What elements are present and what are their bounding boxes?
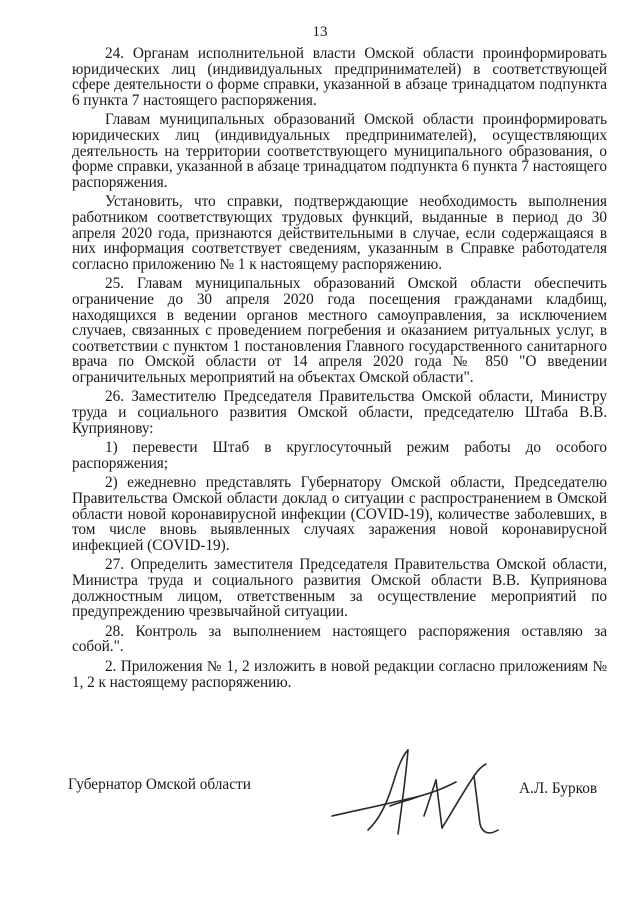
paragraph-24-certificates: Установить, что справки, подтверждающие необходимость выполнения работником соответствующих трудовых функций, выданные в период до 30 апреля 2020 года, признаются действительными в случае, если содержащаяся в них информация соответствует сведениям, указанным в Справке работодателя согласно приложению № 1 к настоящему распоряжению. xyxy=(72,193,607,273)
handwritten-signature xyxy=(328,746,508,846)
paragraph-26-item-2: 2) ежедневно представлять Губернатору Омской области, Председателю Правительства Омской области доклад о ситуации с распространением в Омской области новой коронавирусной инфекции (COVID-19), количестве заболевших, в том числе вновь выявленных случаях заражения новой коронавирусной инфекцией (COVID-19). xyxy=(72,474,607,554)
paragraph-28: 28. Контроль за выполнением настоящего распоряжения оставляю за собой.". xyxy=(72,622,607,656)
signatory-title: Губернатор Омской области xyxy=(68,776,251,793)
paragraph-27: 27. Определить заместителя Председателя Правительства Омской области, Министра труда и социального развития Омской области В.В. Куприянова должностным лицом, ответственным за осуществление мероприятий по предупреждению чрезвычайной ситуации. xyxy=(72,556,607,621)
paragraph-26: 26. Заместителю Председателя Правительства Омской области, Министру труда и социального развития Омской области, председателю Штаба В.В. Куприянову: xyxy=(72,388,607,437)
signatory-name: А.Л. Бурков xyxy=(519,780,598,797)
page-number: 13 xyxy=(312,24,328,40)
paragraph-24: 24. Органам исполнительной власти Омской области проинформировать юридических лиц (индивидуальных предпринимателей) в соответствующей сфере деятельности о форме справки, указанной в абзаце тринадцатом подпункта 6 пункта 7 настоящего распоряжения. xyxy=(72,45,607,109)
document-body xyxy=(72,46,607,694)
paragraph-2-appendices: 2. Приложения № 1, 2 изложить в новой редакции согласно приложениям № 1, 2 к настоящему распоряжению. xyxy=(72,657,607,691)
paragraph-26-item-1: 1) перевести Штаб в круглосуточный режим работы до особого распоряжения; xyxy=(72,439,607,472)
paragraph-24-municipal: Главам муниципальных образований Омской области проинформировать юридических лиц (индивидуальных предпринимателей), осуществляющих деятельность на территории соответствующего муниципального образования, о форме справки, указанной в абзаце тринадцатом подпункта 6 пункта 7 настоящего распоряжения. xyxy=(72,111,607,191)
paragraph-25: 25. Главам муниципальных образований Омской области обеспечить ограничение до 30 апреля 2020 года посещения гражданами кладбищ, находящихся в ведении органов местного самоуправления, за исключением случаев, связанных с проведением погребения и оказанием ритуальных услуг, в соответствии с пунктом 1 постановления Главного государственного санитарного врача по Омской области от 14 апреля 2020 года № 850 "О введении ограничительных мероприятий на объектах Омской области". xyxy=(72,275,607,386)
